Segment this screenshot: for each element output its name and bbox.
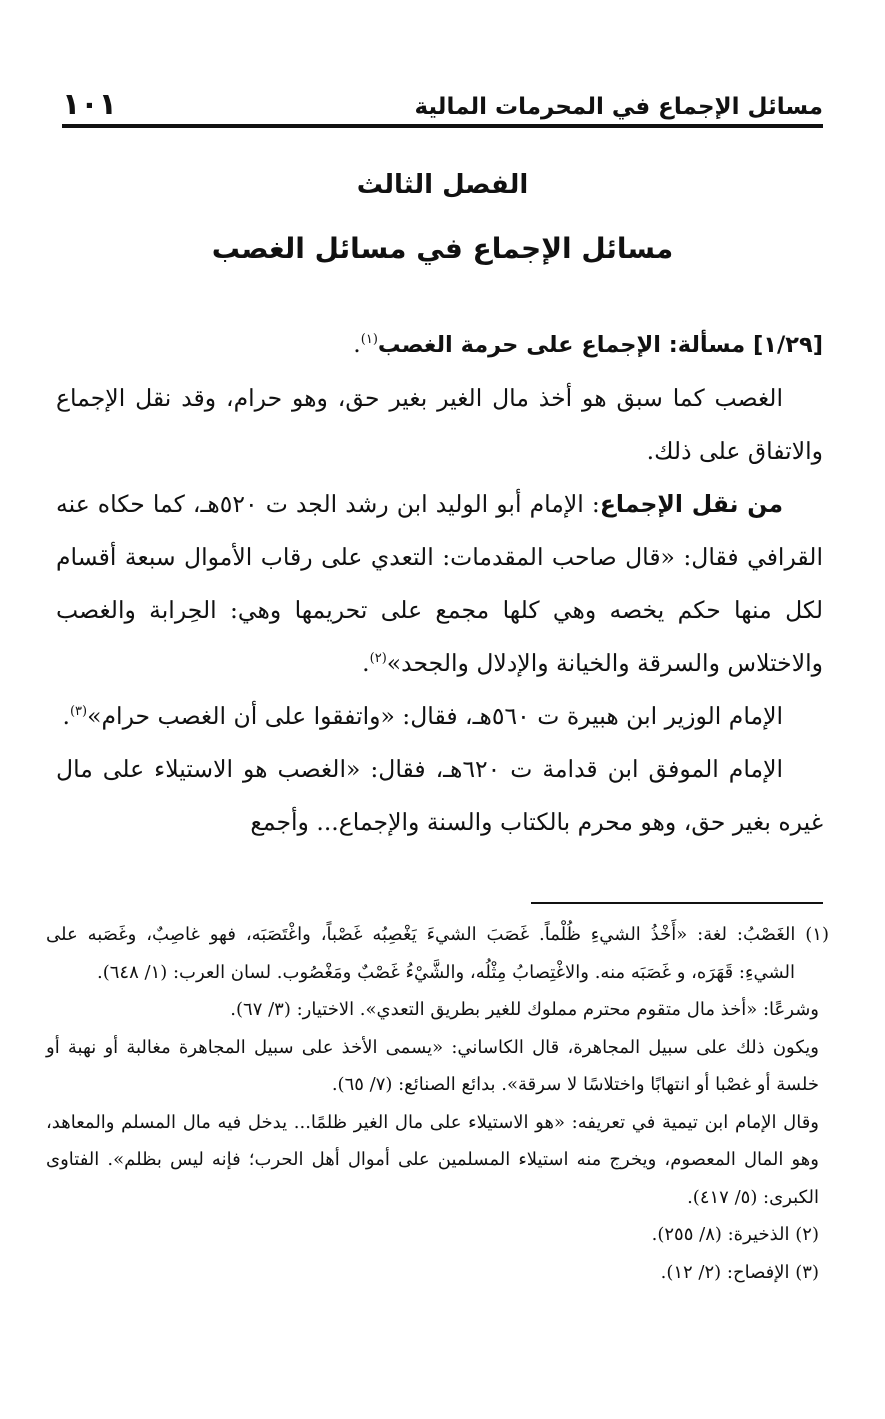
footnote-ref-1: (١) [360, 332, 378, 348]
paragraph-1: الغصب كما سبق هو أخذ مال الغير بغير حق، وهو حرام، وقد نقل الإجماع والاتفاق على ذلك. [56, 384, 823, 465]
footnote-1-ibn-taymiyya: وقال الإمام ابن تيمية في تعريفه: «هو الاستيلاء على مال الغير ظلمًا... يدخل فيه مال المسلم والمعاهد، وهو المال المعصوم، ويخرج منه استيلاء المسلمين على أموال أهل الحرب؛ فإنه ليس بظلم». الفتاوى الكبرى: (٥/ ٤١٧). [46, 1111, 819, 1208]
issue-end: . [353, 330, 361, 358]
paragraph-3-end: . [62, 702, 70, 730]
paragraph-3-text: الإمام الوزير ابن هبيرة ت ٥٦٠هـ، فقال: «واتفقوا على أن الغصب حرام» [87, 702, 783, 730]
issue-heading-text: [١/٢٩] مسألة: الإجماع على حرمة الغصب [377, 332, 823, 358]
page-header [62, 78, 823, 128]
running-title: مسائل الإجماع في المحرمات المالية [414, 94, 823, 120]
paragraph-2-text: : الإمام أبو الوليد ابن رشد الجد ت ٥٢٠هـ، كما حكاه عنه القرافي فقال: «قال صاحب المقدمات: التعدي على رقاب الأموال سبعة أقسام لكل منها حكم يخصه وهي كلها مجمع على تحريمها وهي: الحِرابة والغصب والاختلاس والسرقة والخيانة والإدلال والجحد» [56, 490, 823, 677]
paragraph-2 [56, 478, 823, 690]
chapter-label: الفصل الثالث [356, 170, 529, 200]
footnotes [46, 916, 829, 1291]
footnote-ref-3: (٣) [69, 704, 88, 720]
footnote-1-kasani: ويكون ذلك على سبيل المجاهرة، قال الكاساني: «يسمى الأخذ على سبيل المجاهرة مغالبة أو نهبة أو خلسة أو غصْبا أو انتهابًا واختلاسًا لا سرقة». بدائع الصنائع: (٧/ ٦٥). [46, 1036, 819, 1095]
chapter-title: مسائل الإجماع في مسائل الغصب [211, 232, 674, 265]
paragraph-2-lead: من نقل الإجماع [599, 490, 783, 518]
paragraph-3 [56, 690, 823, 743]
issue-heading [56, 318, 823, 372]
main-text [56, 318, 823, 849]
footnote-2: (٢) الذخيرة: (٨/ ٢٥٥). [651, 1224, 819, 1245]
footnote-3: (٣) الإفصاح: (٢/ ١٢). [660, 1261, 819, 1283]
footnote-1: (١) الغَصْبُ: لغة: «أَخْذُ الشيءِ ظُلْماً. غَصَبَ الشيءَ يَغْصِبُه غَصْباً، واغْتَصَبَه، فهو غاصِبٌ، وغَصَبه على الشيءِ: قَهَرَه، و غَصَبَه منه. والاغْتِصابُ مِثْلُه، والشَّيْءُ غَصْبٌ ومَغْصُوب. لسان العرب: (١/ ٦٤٨). [46, 924, 829, 983]
paragraph-2-end: . [362, 649, 370, 677]
footnote-1-definition: وشرعًا: «أخذ مال متقوم محترم مملوك للغير بطريق التعدي». الاختيار: (٣/ ٦٧). [230, 999, 819, 1020]
footnote-ref-2: (٢) [369, 651, 387, 667]
footnote-separator [531, 902, 823, 904]
paragraph-4: الإمام الموفق ابن قدامة ت ٦٢٠هـ، فقال: «الغصب هو الاستيلاء على مال غيره بغير حق، وهو محرم بالكتاب والسنة والإجماع... وأجمع [56, 755, 823, 836]
page-number: ١٠١ [62, 87, 117, 122]
